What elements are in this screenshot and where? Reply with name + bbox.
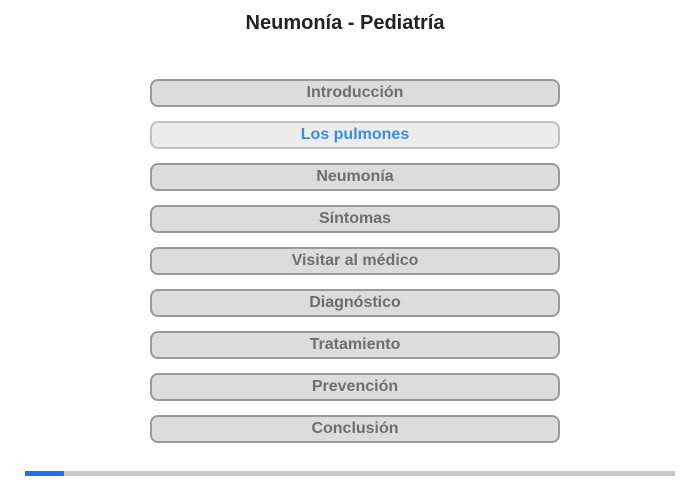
menu-item-introduccion[interactable]: Introducción (150, 79, 560, 107)
menu-item-neumonia[interactable]: Neumonía (150, 163, 560, 191)
progress-bar-fill (25, 471, 64, 476)
section-menu (150, 79, 560, 443)
menu-item-prevencion[interactable]: Prevención (150, 373, 560, 401)
menu-item-visitar-al-medico[interactable]: Visitar al médico (150, 247, 560, 275)
menu-item-tratamiento[interactable]: Tratamiento (150, 331, 560, 359)
menu-item-sintomas[interactable]: Síntomas (150, 205, 560, 233)
menu-item-conclusion[interactable]: Conclusión (150, 415, 560, 443)
progress-bar (25, 471, 675, 476)
page-title: Neumonía - Pediatría (245, 12, 445, 34)
menu-item-diagnostico[interactable]: Diagnóstico (150, 289, 560, 317)
menu-item-los-pulmones[interactable]: Los pulmones (150, 121, 560, 149)
